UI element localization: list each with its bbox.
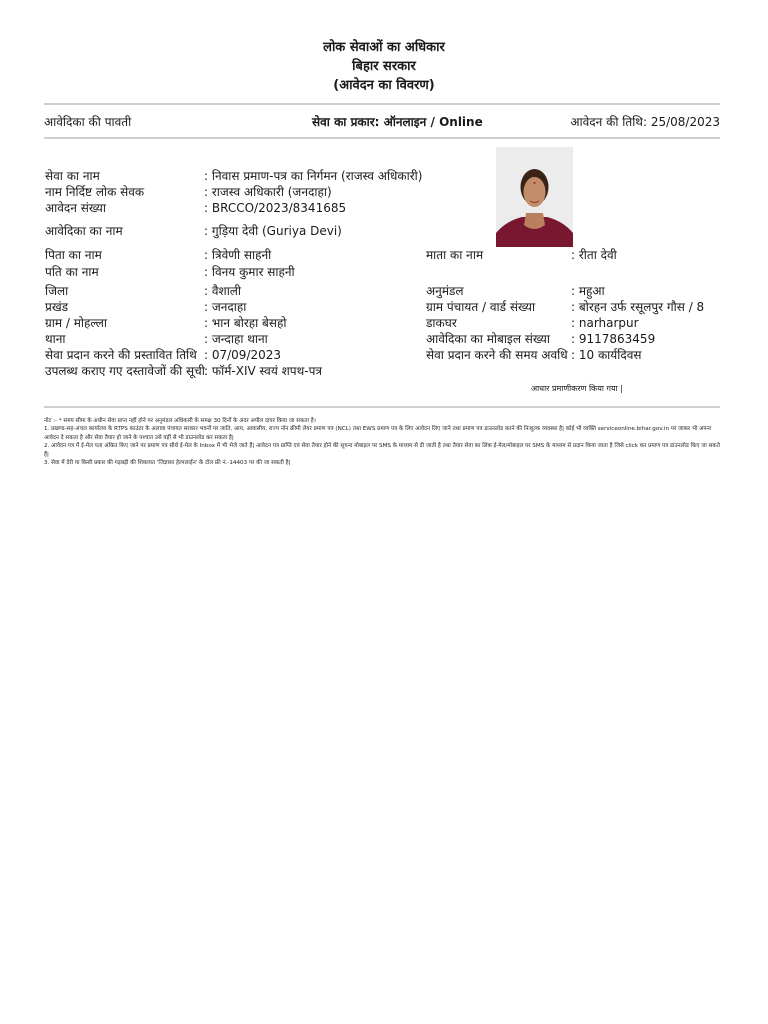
header-subtitle: (आवेदन का विवरण) [333, 78, 435, 93]
applicant-photo-drawing [496, 147, 573, 247]
applicant-photo [496, 147, 573, 247]
application-date: आवेदन की तिथि: 25/08/2023 [570, 115, 720, 129]
header-title: लोक सेवाओं का अधिकार [323, 40, 445, 55]
panchayat-label: ग्राम पंचायत / वार्ड संख्या [426, 300, 536, 314]
police-station-value: : जन्दाहा थाना [204, 332, 268, 346]
delivery-date-value: : 07/09/2023 [204, 348, 282, 362]
documents-value: : फॉर्म-XIV स्वयं शपथ-पत्र [204, 364, 323, 378]
village-label: ग्राम / मोहल्ला [45, 316, 108, 330]
time-limit-label: सेवा प्रदान करने की समय अवधि [426, 348, 568, 362]
block-value: : जनदाहा [204, 300, 247, 314]
application-number-label: आवेदन संख्या [45, 201, 106, 215]
applicant-name-value: : गुड़िया देवी (Guriya Devi) [204, 224, 342, 238]
delivery-date-label: सेवा प्रदान करने की प्रस्तावित तिथि [45, 348, 197, 362]
block-label: प्रखंड [45, 300, 69, 314]
documents-label: उपलब्ध कराए गए दस्तावेजों की सूची [45, 364, 205, 378]
receipt-label: आवेदिका की पावती [44, 115, 132, 129]
note-appeal: नोट :- * समय सीमा के अधीन सेवा प्राप्त नहीं होने पर अनुमंडल अधिकारी के समक्ष 30 दिनों के अंदर अपील दायर किया जा सकता है। [44, 418, 316, 424]
post-office-label: डाकघर [426, 316, 457, 330]
mother-name-label: माता का नाम [426, 248, 484, 262]
document-header [0, 38, 768, 95]
father-name-value: : त्रिवेणी साहनी [204, 248, 272, 262]
note-3: 3. सेवा में देरी या किसी प्रकार की गड़बड़ी की शिकायत 'जिज्ञासा हेल्पलाईन' के टॉल फ्री नं.-14403 पर की जा सकती है| [44, 460, 291, 467]
application-number-value: : BRCCO/2023/8341685 [204, 201, 347, 215]
receipt-bar [44, 113, 720, 131]
service-name-value: : निवास प्रमाण-पत्र का निर्गमन (राजस्व अधिकारी) [204, 169, 423, 183]
divider-top [44, 103, 720, 105]
notes-section [44, 417, 722, 467]
post-office-value: : narharpur [571, 316, 639, 330]
district-value: : वैशाली [204, 284, 242, 298]
officer-value: : राजस्व अधिकारी (जनदाहा) [204, 185, 332, 199]
officer-label: नाम निर्दिष्ट लोक सेवक [45, 185, 145, 199]
header-government: बिहार सरकार [352, 59, 416, 74]
service-name-label: सेवा का नाम [45, 169, 100, 183]
applicant-name-label: आवेदिका का नाम [45, 224, 123, 238]
panchayat-value: : बोरहन उर्फ रसूलपुर गौस / 8 [571, 300, 705, 314]
note-1: 1. प्रखण्ड-सह-अंचल कार्यालय के RTPS काउंटर के अलावा पंचायत सरकार भवनों पर जाति, आय, आवासीय, राज्य नॉन क्रीमी लेयर प्रमाण पत्र (NCL) तथा EWS प्रमाण पत्र के लिए आवेदन लिए जाने तथा प्रमाण पत्र डाउनलोड करने की निःशुल्क व्यवस्था है| कोई भी व्यक्ति serviceonline.bihar.gov.in पर जाकर भी अपना आवेदन दे सकता है और सेवा तैयार हो जाने के पश्चात उसे वहीं से भी डाउनलोड कर सकता है| [44, 426, 712, 441]
subdivision-value: : महुआ [571, 284, 605, 298]
aadhaar-verified-note: आधार प्रमाणीकरण किया गया | [531, 384, 623, 393]
divider-bar [44, 137, 720, 139]
father-name-label: पिता का नाम [45, 248, 102, 262]
note-2: 2. आवेदन पत्र में ई-मेल पता अंकित किए जाने पर प्रमाण पत्र सीधे ई-मेल के Inbox में भी भेजे जाते हैं| आवेदन पत्र प्राप्ति एवं सेवा तैयार होने की सूचना मोबाइल पर SMS के माध्यम से दी जाती है तथा तैयार सेवा का लिंक ई-मेल/मोबाइल पर SMS के माध्यम से प्रदान किया जाता है जिसे click कर प्रमाण पत्र डाउनलोड किए जा सकते हैं| [44, 443, 720, 458]
service-type: सेवा का प्रकार: ऑनलाइन / Online [312, 115, 483, 129]
mobile-label: आवेदिका का मोबाइल संख्या [426, 332, 550, 346]
mobile-value: : 9117863459 [571, 332, 656, 346]
divider-notes [44, 406, 720, 408]
district-label: जिला [45, 284, 69, 298]
husband-name-value: : विनय कुमार साहनी [204, 265, 295, 279]
husband-name-label: पति का नाम [45, 265, 99, 279]
time-limit-value: : 10 कार्यदिवस [571, 348, 642, 362]
village-value: : भान बोरहा बेसहो [204, 316, 287, 330]
subdivision-label: अनुमंडल [426, 284, 464, 298]
police-station-label: थाना [45, 332, 66, 346]
mother-name-value: : रीता देवी [571, 248, 617, 262]
